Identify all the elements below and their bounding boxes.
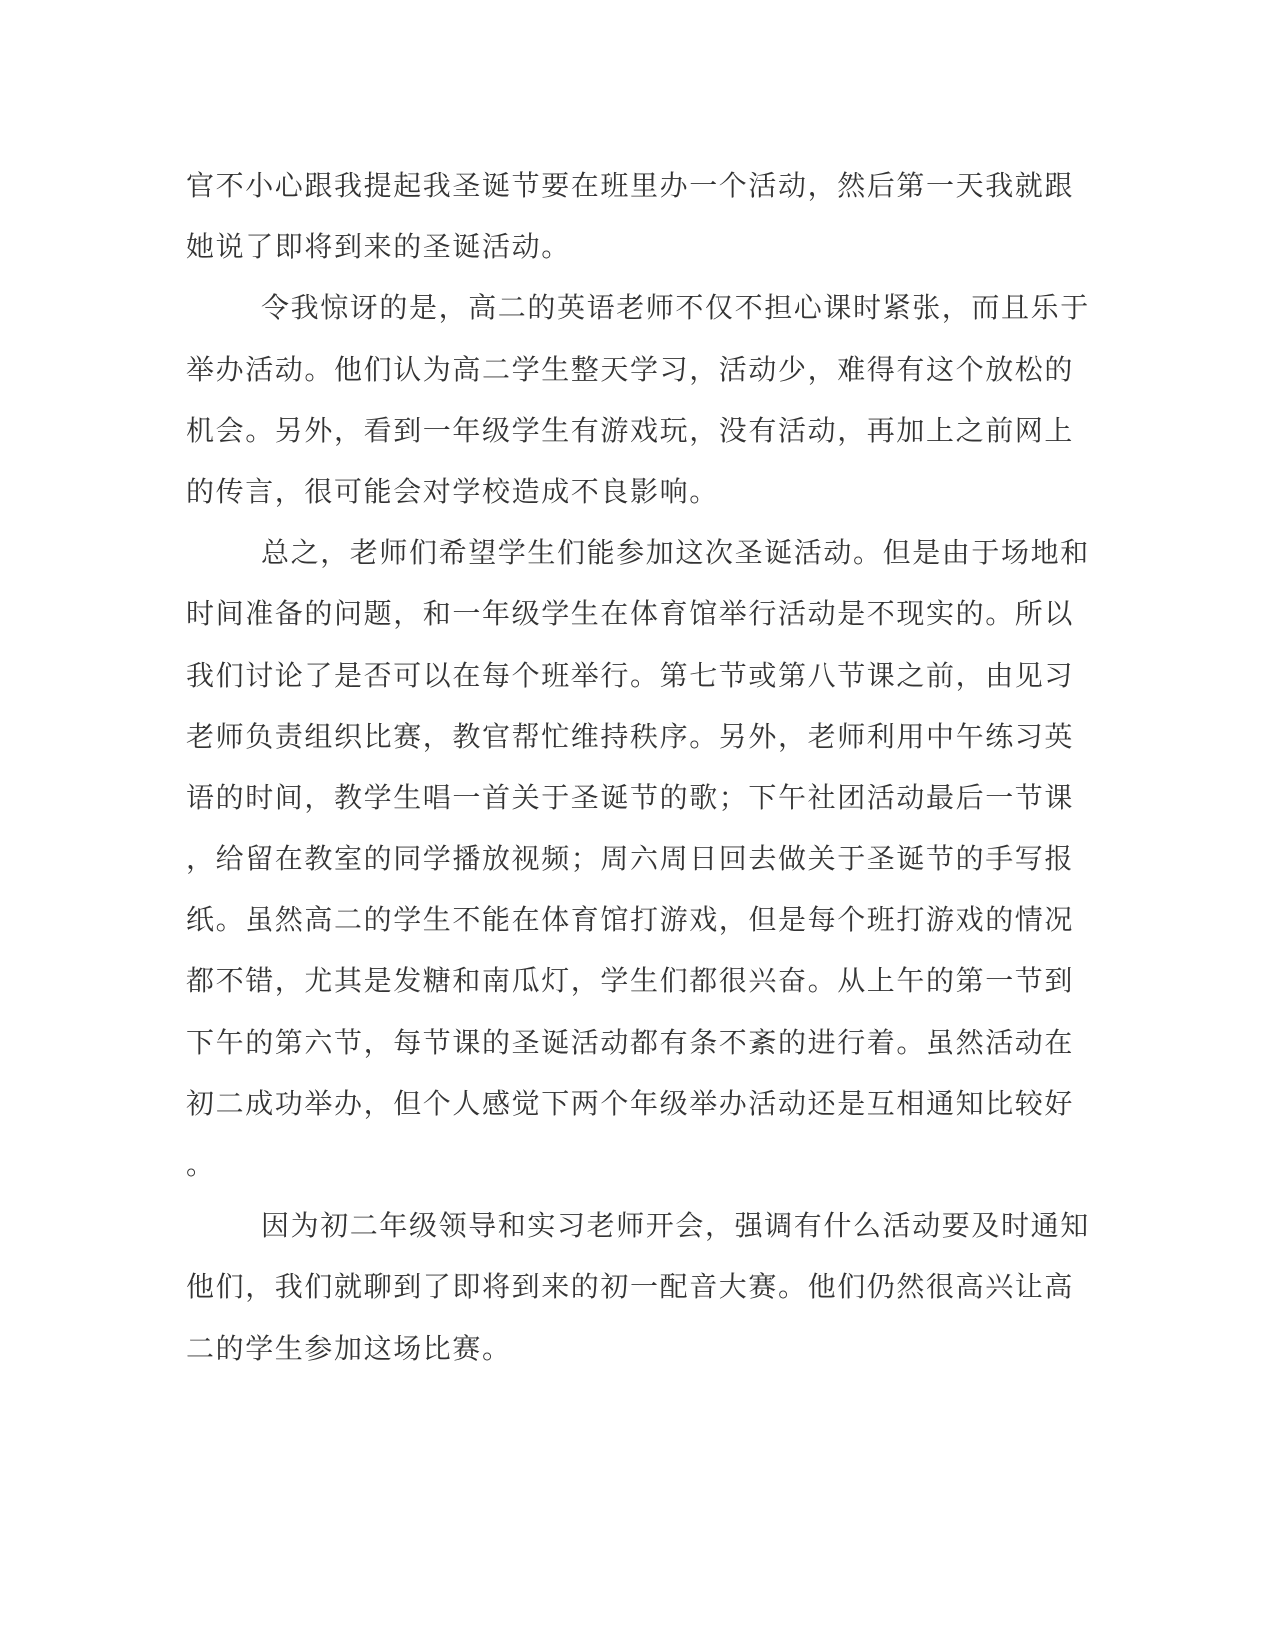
text-line: 官不小心跟我提起我圣诞节要在班里办一个活动，然后第一天我就跟 bbox=[186, 169, 1075, 202]
text-line: 语的时间，教学生唱一首关于圣诞节的歌；下午社团活动最后一节课 bbox=[186, 780, 1075, 814]
text-line: 的传言，很可能会对学校造成不良影响。 bbox=[186, 474, 719, 508]
text-line: 我们讨论了是否可以在每个班举行。第七节或第八节课之前，由见习 bbox=[186, 658, 1075, 692]
text-line: 她说了即将到来的圣诞活动。 bbox=[186, 230, 571, 264]
document-body bbox=[186, 155, 1090, 1379]
text-line: 二的学生参加这场比赛。 bbox=[186, 1331, 512, 1365]
paragraph-first-line: 因为初二年级领导和实习老师开会，强调有什么活动要及时通知 bbox=[261, 1209, 1090, 1243]
paragraph-first-line: 总之，老师们希望学生们能参加这次圣诞活动。但是由于场地和 bbox=[261, 536, 1090, 570]
text-line: 都不错，尤其是发糖和南瓜灯，学生们都很兴奋。从上午的第一节到 bbox=[186, 964, 1075, 998]
text-line: 纸。虽然高二的学生不能在体育馆打游戏，但是每个班打游戏的情况 bbox=[186, 903, 1075, 937]
text-line: ，给留在教室的同学播放视频；周六周日回去做关于圣诞节的手写报 bbox=[186, 842, 1075, 876]
text-line: 举办活动。他们认为高二学生整天学习，活动少，难得有这个放松的 bbox=[186, 352, 1075, 386]
text-line: 机会。另外，看到一年级学生有游戏玩，没有活动，再加上之前网上 bbox=[186, 413, 1075, 447]
text-line: 初二成功举办，但个人感觉下两个年级举办活动还是互相通知比较好 bbox=[186, 1086, 1075, 1120]
paragraph-first-line: 令我惊讶的是，高二的英语老师不仅不担心课时紧张，而且乐于 bbox=[261, 291, 1090, 325]
text-line: 。 bbox=[186, 1148, 216, 1181]
text-line: 老师负责组织比赛，教官帮忙维持秩序。另外，老师利用中午练习英 bbox=[186, 719, 1075, 753]
text-line: 下午的第六节，每节课的圣诞活动都有条不紊的进行着。虽然活动在 bbox=[186, 1025, 1075, 1059]
text-line: 时间准备的问题，和一年级学生在体育馆举行活动是不现实的。所以 bbox=[186, 597, 1075, 631]
text-line: 他们，我们就聊到了即将到来的初一配音大赛。他们仍然很高兴让高 bbox=[186, 1270, 1075, 1304]
